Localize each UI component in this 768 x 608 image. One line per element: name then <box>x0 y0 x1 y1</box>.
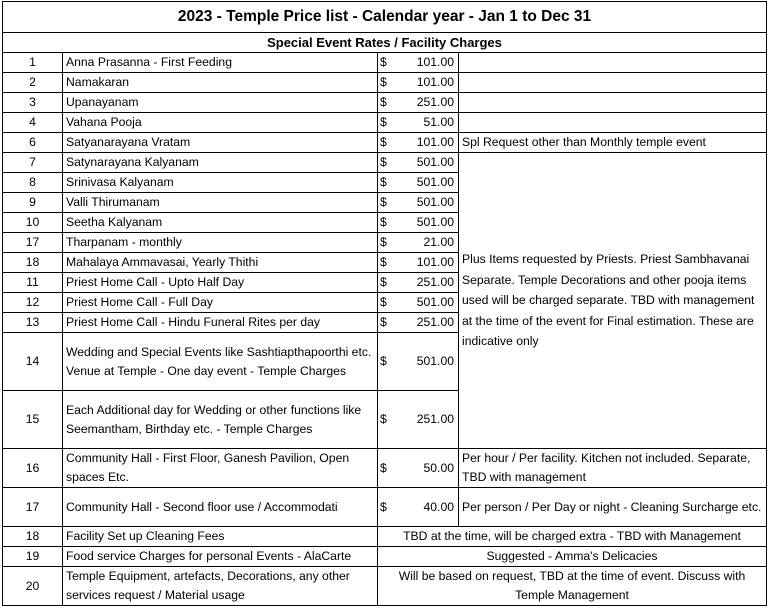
row-description: Priest Home Call - Full Day <box>63 293 378 313</box>
row-number: 20 <box>3 567 63 606</box>
currency-symbol: $ <box>378 233 400 253</box>
row-amount: 251.00 <box>400 313 459 333</box>
row-description: Anna Prasanna - First Feeding <box>63 53 378 73</box>
page-title: 2023 - Temple Price list - Calendar year - Jan 1 to Dec 31 <box>3 2 767 33</box>
currency-symbol: $ <box>378 293 400 313</box>
currency-symbol: $ <box>378 253 400 273</box>
row-number: 15 <box>3 391 63 449</box>
row-number: 6 <box>3 133 63 153</box>
row-description: Facility Set up Cleaning Fees <box>63 527 378 547</box>
empty-note <box>459 73 767 93</box>
row-amount: 251.00 <box>400 273 459 293</box>
currency-symbol: $ <box>378 333 400 391</box>
row-number: 18 <box>3 527 63 547</box>
row-description: Temple Equipment, artefacts, Decorations, any other services request / Material usage <box>63 567 378 606</box>
row-description: Srinivasa Kalyanam <box>63 173 378 193</box>
table-row <box>3 133 767 153</box>
row-amount: 50.00 <box>400 449 459 488</box>
community-hall-note: Per hour / Per facility. Kitchen not included. Separate, TBD with management <box>459 449 767 488</box>
table-row <box>3 153 767 173</box>
row-description: Community Hall - Second floor use / Accommodati <box>63 488 378 527</box>
row-amount: 251.00 <box>400 93 459 113</box>
row-amount: 51.00 <box>400 113 459 133</box>
table-row <box>3 113 767 133</box>
row-number: 11 <box>3 273 63 293</box>
table-row <box>3 93 767 113</box>
currency-symbol: $ <box>378 193 400 213</box>
row-amount: 101.00 <box>400 253 459 273</box>
row-description: Tharpanam - monthly <box>63 233 378 253</box>
currency-symbol: $ <box>378 273 400 293</box>
row-amount: 101.00 <box>400 133 459 153</box>
table-row <box>3 488 767 527</box>
price-list-table <box>2 1 767 606</box>
empty-note <box>459 53 767 73</box>
row-description: Priest Home Call - Hindu Funeral Rites per day <box>63 313 378 333</box>
currency-symbol: $ <box>378 449 400 488</box>
currency-symbol: $ <box>378 173 400 193</box>
row-number: 13 <box>3 313 63 333</box>
row-number: 17 <box>3 488 63 527</box>
row-number: 18 <box>3 253 63 273</box>
row-description: Community Hall - First Floor, Ganesh Pavilion, Open spaces Etc. <box>63 449 378 488</box>
food-note: Suggested - Amma's Delicacies <box>378 547 767 567</box>
row-number: 1 <box>3 53 63 73</box>
row-number: 10 <box>3 213 63 233</box>
currency-symbol: $ <box>378 313 400 333</box>
row-number: 4 <box>3 113 63 133</box>
currency-symbol: $ <box>378 93 400 113</box>
currency-symbol: $ <box>378 73 400 93</box>
row-amount: 251.00 <box>400 391 459 449</box>
row-description: Namakaran <box>63 73 378 93</box>
row-description: Each Additional day for Wedding or other functions like Seemantham, Birthday etc. - Temple Charges <box>63 391 378 449</box>
row-description: Upanayanam <box>63 93 378 113</box>
currency-symbol: $ <box>378 213 400 233</box>
row-description: Wedding and Special Events like Sashtiapthapoorthi etc. Venue at Temple - One day event - Temple Charges <box>63 333 378 391</box>
priests-note: Plus Items requested by Priests. Priest Sambhavanai Separate. Temple Decorations and other pooja items used will be charged separate. TBD with management at the time of the event for Final estimation. These are indicative only <box>459 153 767 449</box>
currency-symbol: $ <box>378 153 400 173</box>
accommodation-note: Per person / Per Day or night - Cleaning Surcharge etc. <box>459 488 767 527</box>
table-row <box>3 567 767 606</box>
row-amount: 501.00 <box>400 173 459 193</box>
currency-symbol: $ <box>378 391 400 449</box>
row-description: Food service Charges for personal Events - AlaCarte <box>63 547 378 567</box>
row-amount: 101.00 <box>400 73 459 93</box>
row-number: 16 <box>3 449 63 488</box>
row-number: 12 <box>3 293 63 313</box>
table-row <box>3 73 767 93</box>
table-row <box>3 527 767 547</box>
row-amount: 40.00 <box>400 488 459 527</box>
row-number: 2 <box>3 73 63 93</box>
row-number: 9 <box>3 193 63 213</box>
empty-note <box>459 113 767 133</box>
row-number: 7 <box>3 153 63 173</box>
currency-symbol: $ <box>378 133 400 153</box>
table-row <box>3 547 767 567</box>
row-description: Satyanarayana Vratam <box>63 133 378 153</box>
row-description: Mahalaya Ammavasai, Yearly Thithi <box>63 253 378 273</box>
row-description: Seetha Kalyanam <box>63 213 378 233</box>
row-amount: 501.00 <box>400 293 459 313</box>
row-number: 17 <box>3 233 63 253</box>
currency-symbol: $ <box>378 113 400 133</box>
row-description: Satynarayana Kalyanam <box>63 153 378 173</box>
row-number: 8 <box>3 173 63 193</box>
row-amount: 101.00 <box>400 53 459 73</box>
row-description: Priest Home Call - Upto Half Day <box>63 273 378 293</box>
section-subtitle: Special Event Rates / Facility Charges <box>3 33 767 53</box>
vratam-note: Spl Request other than Monthly temple event <box>459 133 767 153</box>
empty-note <box>459 93 767 113</box>
row-number: 3 <box>3 93 63 113</box>
row-number: 19 <box>3 547 63 567</box>
row-amount: 21.00 <box>400 233 459 253</box>
table-row <box>3 53 767 73</box>
row-description: Vahana Pooja <box>63 113 378 133</box>
table-row <box>3 449 767 488</box>
row-amount: 501.00 <box>400 213 459 233</box>
row-number: 14 <box>3 333 63 391</box>
row-amount: 501.00 <box>400 333 459 391</box>
cleaning-note: TBD at the time, will be charged extra - TBD with Management <box>378 527 767 547</box>
currency-symbol: $ <box>378 488 400 527</box>
currency-symbol: $ <box>378 53 400 73</box>
equipment-note: Will be based on request, TBD at the time of event. Discuss with Temple Management <box>378 567 767 606</box>
row-amount: 501.00 <box>400 193 459 213</box>
row-description: Valli Thirumanam <box>63 193 378 213</box>
row-amount: 501.00 <box>400 153 459 173</box>
